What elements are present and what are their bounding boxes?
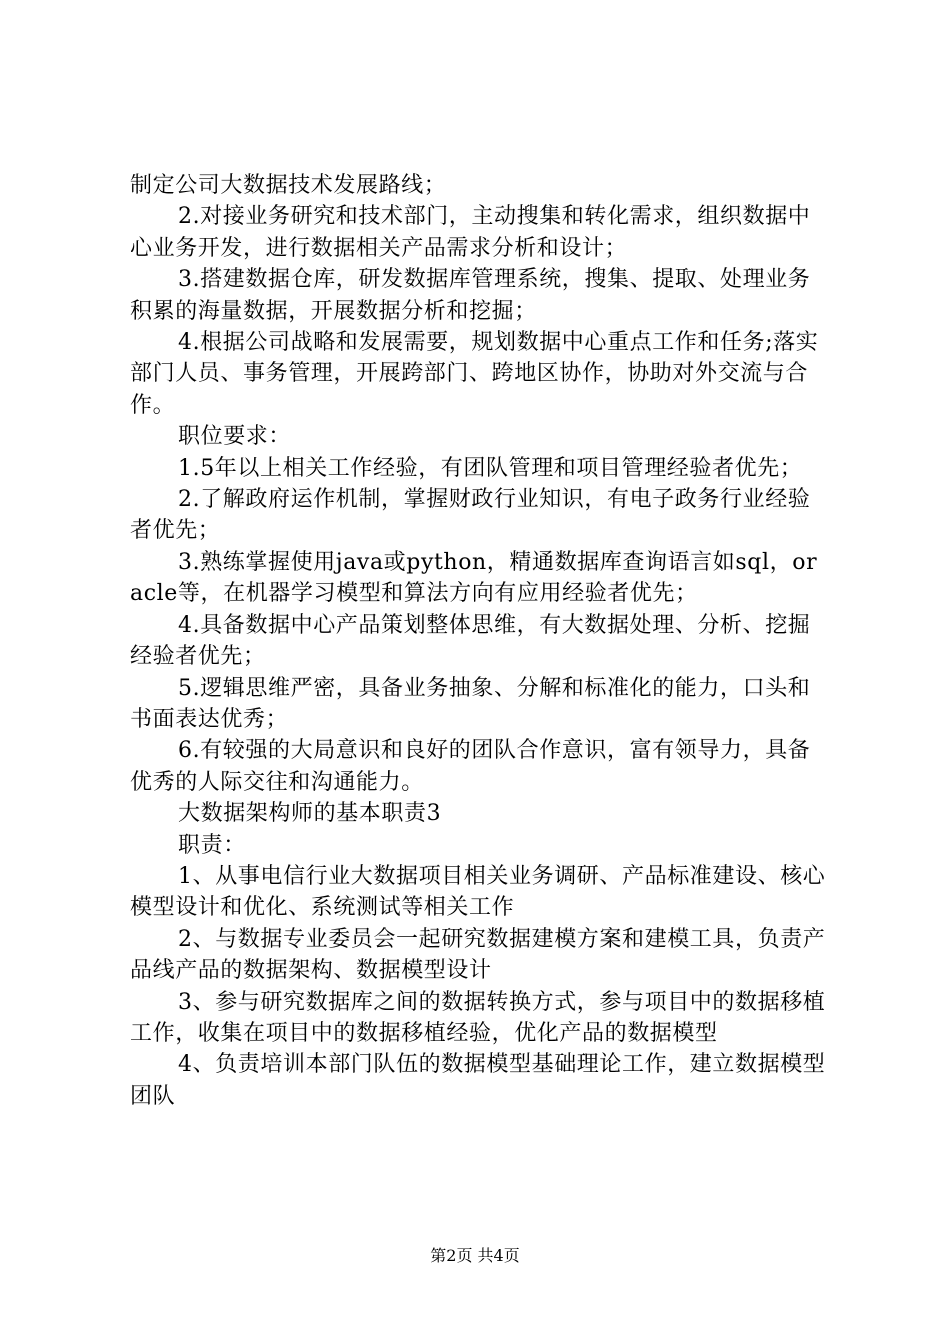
paragraph-item-3: 3、参与研究数据库之间的数据转换方式，参与项目中的数据移植工作，收集在项目中的数据移植经验，优化产品的数据模型 <box>130 989 826 1046</box>
paragraph-requirement-1: 1.5年以上相关工作经验，有团队管理和项目管理经验者优先； <box>178 455 803 481</box>
section-heading-duties: 职责： <box>178 832 246 858</box>
document-body <box>130 170 830 1112</box>
paragraph-duty-3: 3.搭建数据仓库，研发数据库管理系统，搜集、提取、处理业务积累的海量数据，开展数据分析和挖掘； <box>130 267 811 324</box>
paragraph-duty-4: 4.根据公司战略和发展需要，规划数据中心重点工作和任务;落实部门人员、事务管理，开展跨部门、跨地区协作，协助对外交流与合作。 <box>130 330 819 418</box>
paragraph-continuation: 制定公司大数据技术发展路线； <box>130 173 447 198</box>
paragraph-requirement-2: 2.了解政府运作机制，掌握财政行业知识，有电子政务行业经验者优先； <box>130 487 811 544</box>
paragraph-item-1: 1、从事电信行业大数据项目相关业务调研、产品标准建设、核心模型设计和优化、系统测试等相关工作 <box>130 863 826 921</box>
paragraph-requirement-4: 4.具备数据中心产品策划整体思维，有大数据处理、分析、挖掘经验者优先； <box>130 612 811 670</box>
paragraph-requirement-5: 5.逻辑思维严密，具备业务抽象、分解和标准化的能力，口头和书面表达优秀； <box>130 675 811 732</box>
paragraph-requirement-6: 6.有较强的大局意识和良好的团队合作意识，富有领导力，具备优秀的人际交往和沟通能力。 <box>130 738 811 795</box>
paragraph-item-4: 4、负责培训本部门队伍的数据模型基础理论工作，建立数据模型团队 <box>130 1052 826 1109</box>
paragraph-item-2: 2、与数据专业委员会一起研究数据建模方案和建模工具，负责产品线产品的数据架构、数据模型设计 <box>130 926 826 984</box>
paragraph-duty-2: 2.对接业务研究和技术部门，主动搜集和转化需求，组织数据中心业务开发，进行数据相关产品需求分析和设计； <box>130 204 811 261</box>
page-number-footer: 第2页 共4页 <box>430 1246 520 1265</box>
section-heading-requirements: 职位要求： <box>178 424 292 450</box>
paragraph-requirement-3: 3.熟练掌握使用java或python，精通数据库查询语言如sql，oracle等，在机器学习模型和算法方向有应用经验者优先； <box>130 549 818 607</box>
section-title-architect-duties-3: 大数据架构师的基本职责3 <box>178 801 442 827</box>
